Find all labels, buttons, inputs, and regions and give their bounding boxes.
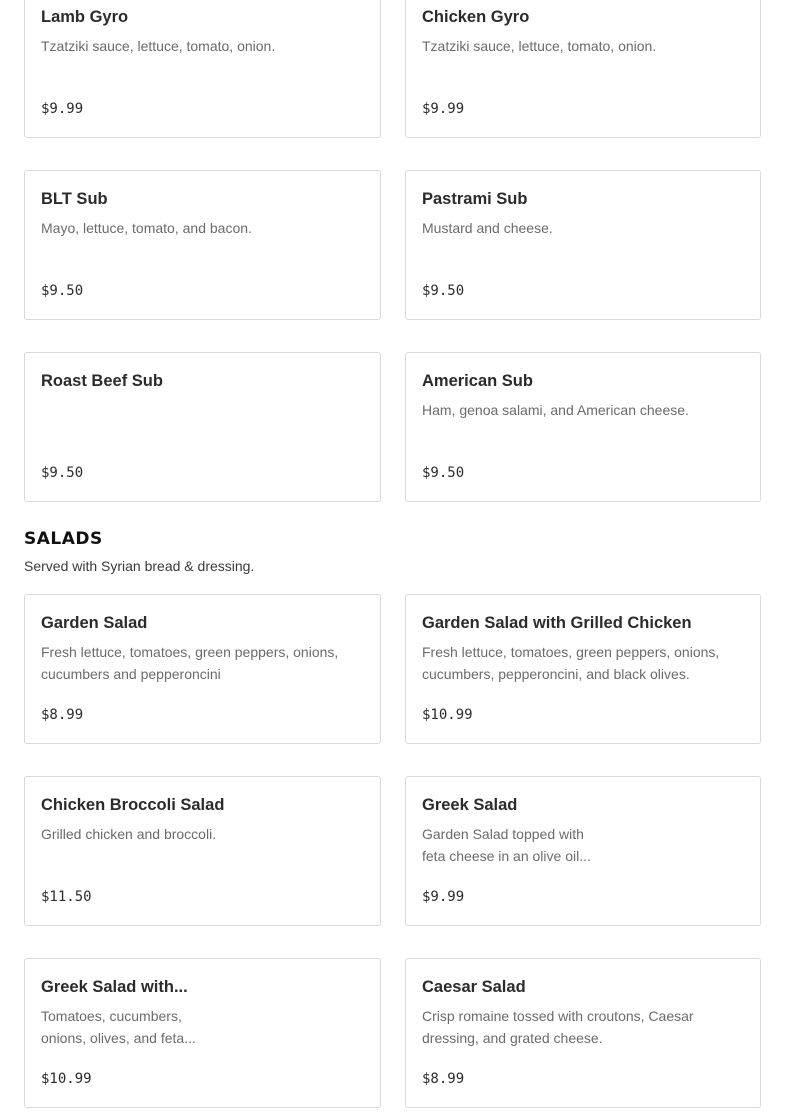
- menu-item-price: $10.99: [422, 707, 473, 723]
- salads-grid: [24, 594, 761, 1108]
- menu-item-price: $9.99: [422, 889, 465, 905]
- menu-item-card[interactable]: [405, 352, 761, 502]
- menu-item-price: $9.50: [422, 283, 465, 299]
- menu-item-price: $8.99: [41, 707, 84, 723]
- menu-item-price: $9.99: [41, 101, 84, 117]
- menu-item-name: American Sub: [422, 372, 533, 390]
- menu-item-card[interactable]: [24, 594, 381, 744]
- menu-item-name: Caesar Salad: [422, 978, 526, 996]
- menu-item-price: $9.50: [41, 465, 84, 481]
- menu-item-card[interactable]: [405, 594, 761, 744]
- menu-item-name: Greek Salad: [422, 796, 518, 814]
- menu-item-price: $10.99: [41, 1071, 92, 1087]
- menu-item-description: Garden Salad topped with feta cheese in an olive oil...: [422, 826, 591, 864]
- menu-item-card[interactable]: [24, 170, 381, 320]
- menu-item-name: BLT Sub: [41, 190, 108, 208]
- menu-item-name: Garden Salad with Grilled Chicken: [422, 614, 692, 632]
- menu-item-price: $9.50: [422, 465, 465, 481]
- menu-item-name: Garden Salad: [41, 614, 148, 632]
- menu-item-description: Grilled chicken and broccoli.: [41, 826, 217, 842]
- menu-item-description: Fresh lettuce, tomatoes, green peppers, onions, cucumbers and pepperoncini: [41, 644, 339, 682]
- menu-item-card[interactable]: [405, 0, 761, 138]
- menu-item-name: Pastrami Sub: [422, 190, 528, 208]
- menu-item-description: Mustard and cheese.: [422, 220, 553, 236]
- menu-item-description: Tzatziki sauce, lettuce, tomato, onion.: [41, 38, 276, 54]
- menu-item-description: Fresh lettuce, tomatoes, green peppers, onions, cucumbers, pepperoncini, and black olives.: [422, 644, 720, 682]
- menu-items-grid: [24, 0, 761, 502]
- menu-item-card[interactable]: [24, 352, 381, 502]
- menu-item-name: Chicken Broccoli Salad: [41, 796, 225, 814]
- menu-item-description: Tomatoes, cucumbers, onions, olives, and feta...: [41, 1008, 196, 1046]
- section-title: SALADS: [24, 529, 103, 549]
- menu-item-card[interactable]: [405, 776, 761, 926]
- menu-item-card[interactable]: [24, 958, 381, 1108]
- menu-item-name: Greek Salad with...: [41, 978, 188, 996]
- menu-item-price: $9.99: [422, 101, 465, 117]
- menu-item-card[interactable]: [24, 0, 381, 138]
- menu-item-card[interactable]: [24, 776, 381, 926]
- menu-item-price: $8.99: [422, 1071, 465, 1087]
- menu-item-card[interactable]: [405, 958, 761, 1108]
- menu-item-name: Lamb Gyro: [41, 8, 129, 26]
- menu-item-description: Ham, genoa salami, and American cheese.: [422, 402, 689, 418]
- menu-item-name: Roast Beef Sub: [41, 372, 163, 390]
- section-subtitle: Served with Syrian bread & dressing.: [24, 558, 255, 574]
- menu-item-card[interactable]: [405, 170, 761, 320]
- menu-item-description: Mayo, lettuce, tomato, and bacon.: [41, 220, 252, 236]
- menu-item-price: $11.50: [41, 889, 92, 905]
- menu-item-description: Crisp romaine tossed with croutons, Caesar dressing, and grated cheese.: [422, 1008, 694, 1046]
- menu-item-price: $9.50: [41, 283, 84, 299]
- menu-item-name: Chicken Gyro: [422, 8, 530, 26]
- menu-item-description: Tzatziki sauce, lettuce, tomato, onion.: [422, 38, 657, 54]
